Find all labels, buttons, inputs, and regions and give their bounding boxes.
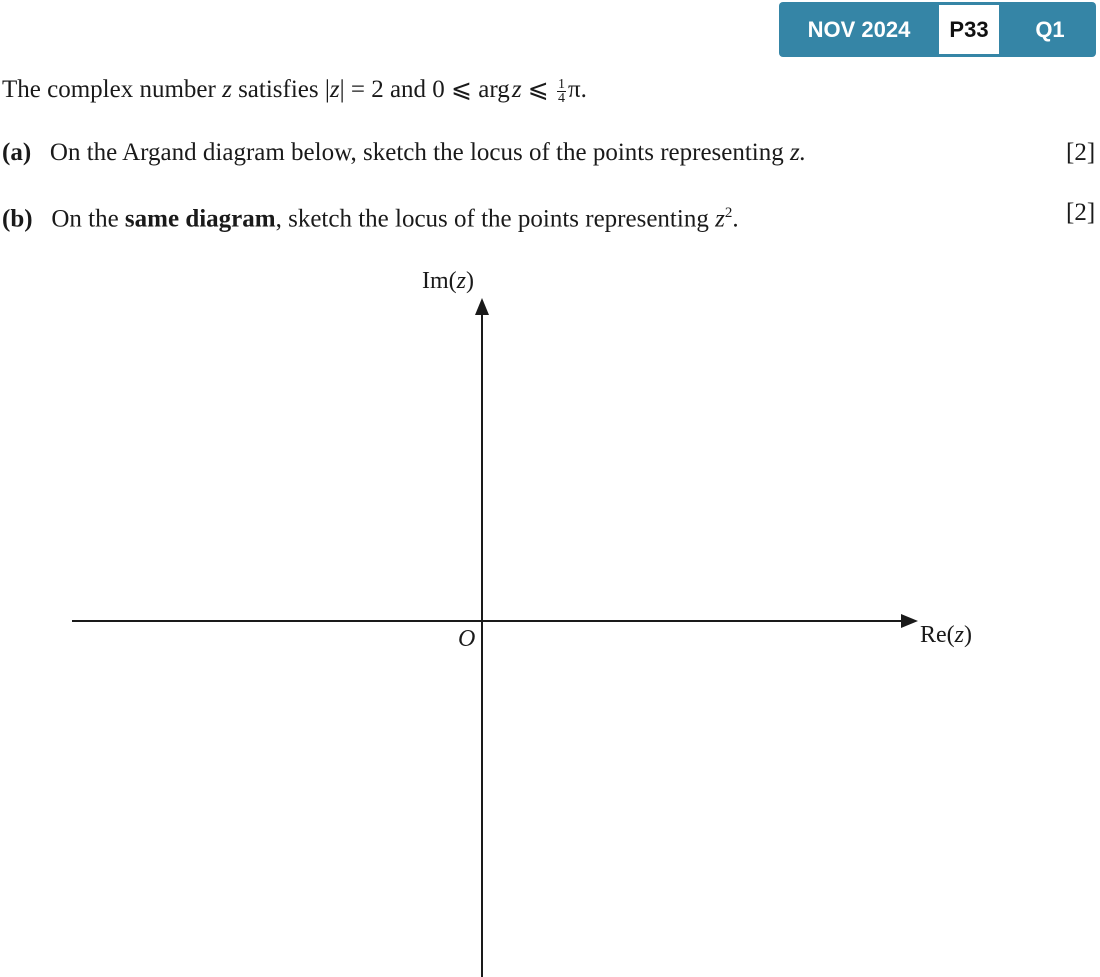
real-axis-arrowhead	[901, 614, 918, 628]
question-number: Q1	[1035, 17, 1065, 42]
part-b-var: z	[715, 205, 725, 233]
stem-arg-var: z	[511, 76, 522, 103]
paper-label: P33	[939, 5, 999, 54]
stem-mod-var: z	[329, 76, 340, 103]
part-a-var: z.	[790, 139, 806, 166]
im-label-text: Im(	[422, 268, 457, 294]
part-a-marks: [2]	[1066, 139, 1096, 166]
fraction-denominator: 4	[558, 90, 565, 106]
part-b-bold: same diagram	[124, 205, 276, 233]
part-b-power: 2	[724, 205, 733, 221]
part-b-marks: [2]	[1066, 199, 1096, 226]
stem-ineq: ⩽	[527, 76, 549, 103]
re-label-close: )	[964, 622, 972, 648]
part-b-end: .	[732, 205, 739, 233]
stem-pi: π.	[568, 76, 587, 103]
im-label-close: )	[466, 268, 474, 294]
imaginary-axis-arrowhead	[475, 298, 489, 315]
part-b-text-before: On the	[51, 205, 119, 233]
stem-mid2: | = 2 and 0 ⩽ arg	[339, 76, 510, 103]
part-a-text: On the Argand diagram below, sketch the locus of the points representing	[49, 139, 784, 166]
re-label-var: z	[954, 622, 964, 648]
stem-mid1: satisfies |	[238, 76, 330, 103]
part-b-text-after: , sketch the locus of the points representing	[275, 205, 709, 233]
re-label-text: Re(	[920, 622, 955, 648]
stem-var: z	[222, 76, 232, 103]
stem-prefix: The complex number	[2, 76, 216, 103]
im-label-var: z	[456, 268, 466, 294]
session-label: NOV 2024	[807, 17, 911, 42]
part-b-label: (b)	[2, 205, 33, 233]
imaginary-axis-label	[422, 268, 474, 295]
fraction-numerator: 1	[558, 76, 565, 92]
real-axis-label	[920, 622, 972, 649]
part-a-label: (a)	[2, 139, 32, 166]
origin-label: O	[458, 626, 476, 652]
